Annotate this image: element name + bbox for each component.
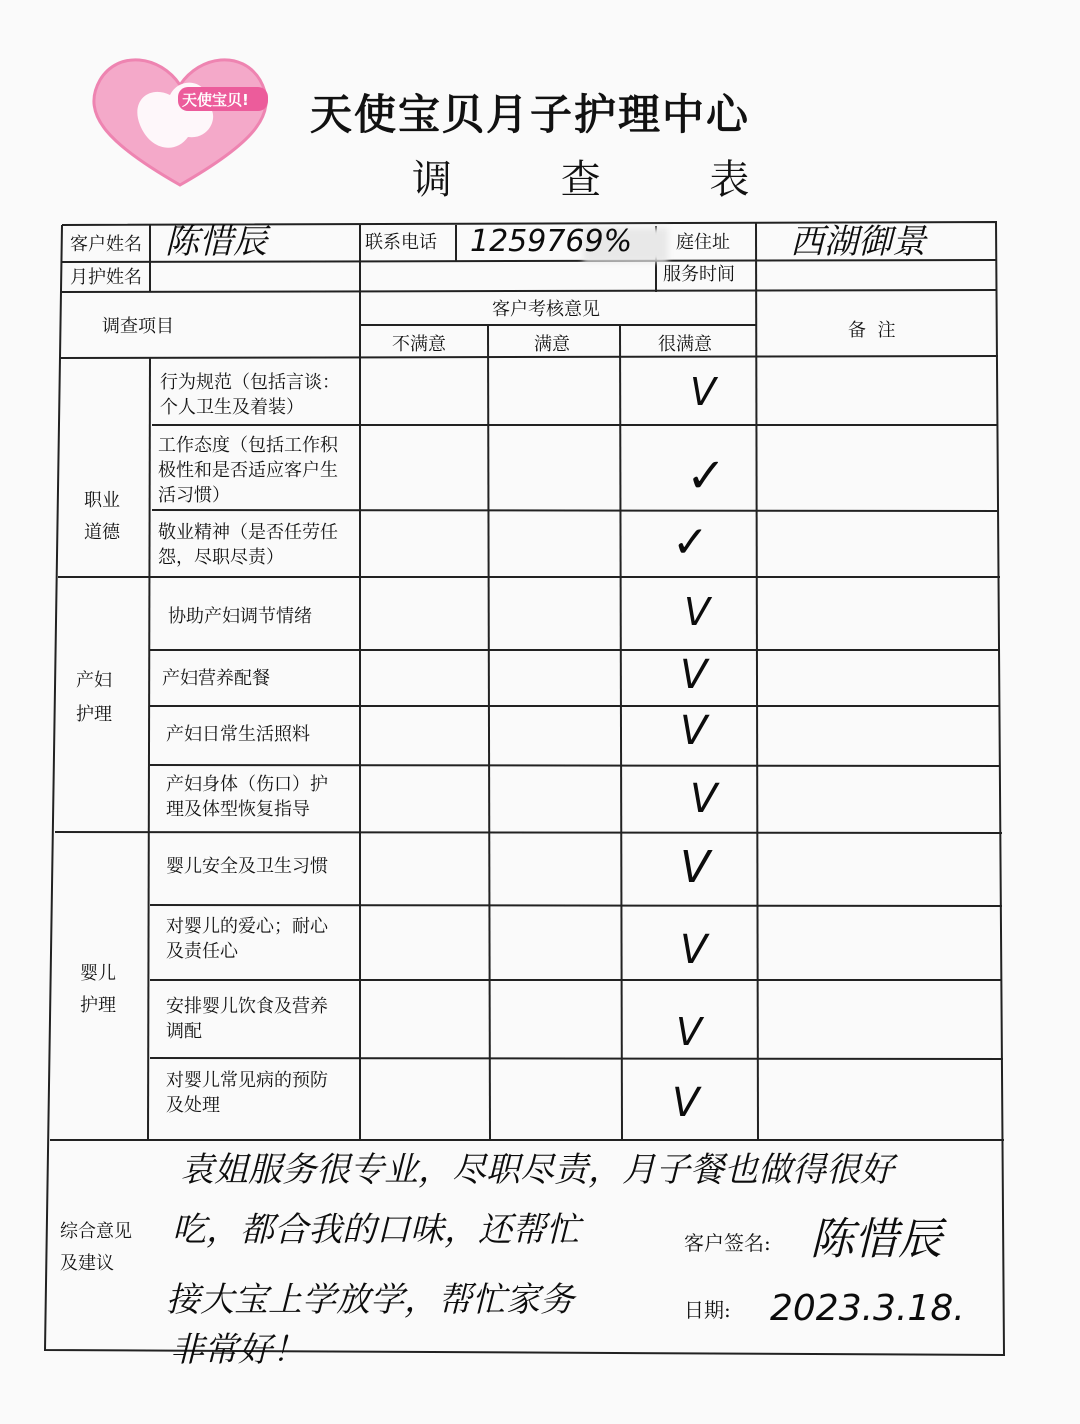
opinion-header: 客户考核意见 — [492, 299, 600, 320]
survey-item: 工作态度（包括工作积 极性和是否适应客户生 活习惯） — [158, 435, 338, 506]
nurse-name-label: 月护姓名 — [70, 267, 142, 288]
satisfied-header: 满意 — [534, 334, 570, 355]
survey-item: 产妇营养配餐 — [162, 668, 270, 689]
survey-item: 敬业精神（是否任劳任 怨，尽职尽责） — [158, 522, 338, 568]
check-mark: V — [680, 652, 708, 698]
survey-item-header: 调查项目 — [102, 316, 174, 337]
phone-label: 联系电话 — [365, 232, 437, 253]
check-mark: V — [684, 590, 710, 634]
check-mark: V — [690, 776, 718, 822]
survey-item: 对婴儿常见病的预防 及处理 — [166, 1070, 328, 1116]
comment-line: 接大宝上学放学，帮忙家务 — [166, 1280, 574, 1320]
section-label-ethics: 职业 道德 — [84, 490, 120, 543]
comment-line: 非常好！ — [170, 1330, 306, 1370]
survey-item: 对婴儿的爱心；耐心 及责任心 — [166, 916, 328, 962]
survey-item: 产妇身体（伤口）护 理及体型恢复指导 — [166, 774, 328, 820]
check-mark: V — [690, 370, 716, 414]
section-label-baby-care: 婴儿 护理 — [80, 963, 116, 1016]
address-label: 庭住址 — [676, 232, 730, 253]
check-mark: V — [680, 708, 708, 754]
comment-line: 袁姐服务很专业，尽职尽责，月子餐也做得很好 — [180, 1150, 894, 1190]
survey-item: 行为规范（包括言谈： 个人卫生及着装） — [160, 372, 340, 418]
date-label: 日期: — [684, 1298, 731, 1322]
svg-text:天使宝贝!: 天使宝贝! — [182, 91, 249, 109]
summary-label: 综合意见 及建议 — [60, 1221, 132, 1274]
signature-label: 客户签名: — [684, 1231, 771, 1255]
form-title: 调 查 表 — [412, 157, 798, 203]
address-value: 西湖御景 — [790, 222, 926, 262]
check-mark: V — [680, 927, 708, 973]
check-mark: V — [676, 1010, 702, 1054]
check-mark: V — [680, 842, 711, 893]
service-time-label: 服务时间 — [663, 264, 735, 285]
survey-item: 婴儿安全及卫生习惯 — [166, 856, 328, 877]
center-name-title: 天使宝贝月子护理中心 — [310, 90, 751, 139]
survey-item: 安排婴儿饮食及营养 调配 — [166, 996, 328, 1042]
signature-value: 陈惜辰 — [810, 1214, 942, 1265]
survey-item: 协助产妇调节情绪 — [168, 606, 312, 627]
check-mark: V — [672, 1080, 700, 1126]
section-label-mother-care: 产妇 护理 — [76, 670, 112, 725]
comment-line: 吃，都合我的口味，还帮忙 — [172, 1210, 580, 1250]
customer-name-label: 客户姓名 — [70, 234, 142, 255]
remarks-header: 备 注 — [848, 320, 896, 341]
unsatisfied-header: 不满意 — [392, 334, 446, 355]
phone-value: 1259769% — [470, 224, 633, 259]
check-mark: ✓ — [686, 448, 727, 504]
survey-item: 产妇日常生活照料 — [166, 724, 310, 745]
check-mark: ✓ — [672, 517, 709, 568]
date-value: 2023.3.18. — [770, 1288, 965, 1329]
very-satisfied-header: 很满意 — [658, 334, 712, 355]
customer-name-value: 陈惜辰 — [165, 222, 267, 262]
